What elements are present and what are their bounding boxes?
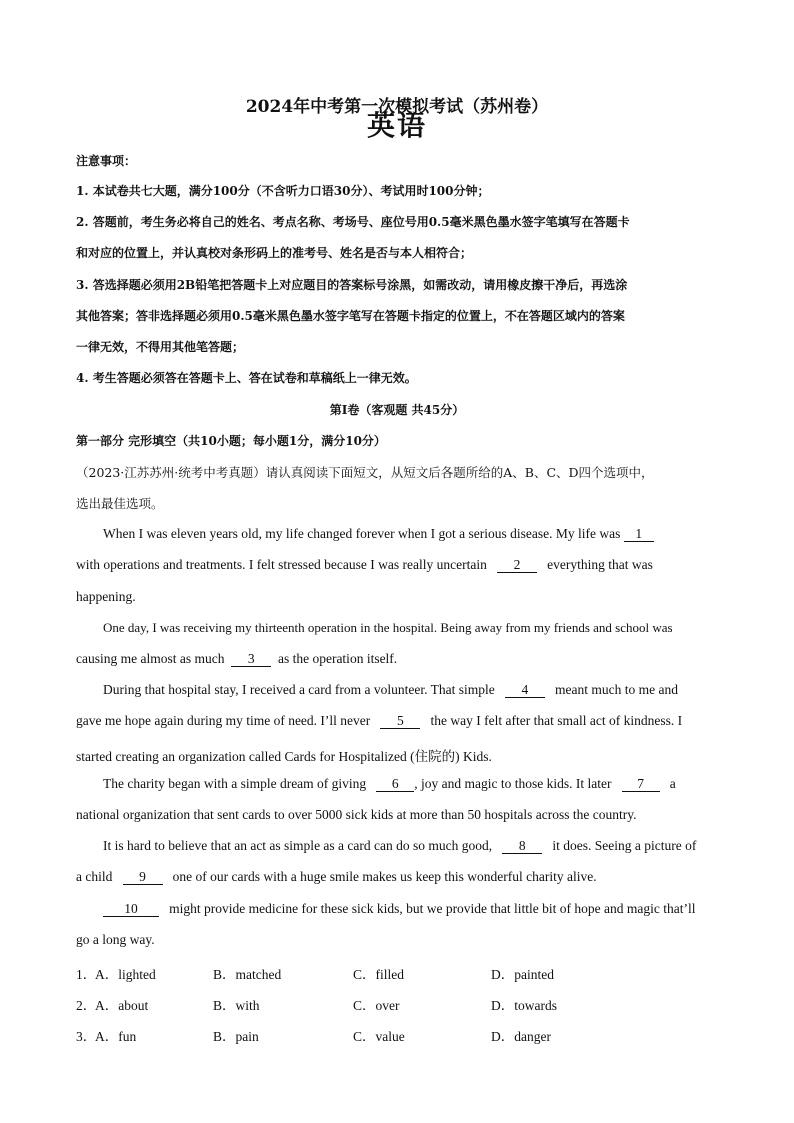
passage-line (103, 682, 678, 698)
passage-line: happening. (76, 589, 136, 604)
passage-line (103, 776, 676, 792)
passage-line (103, 838, 696, 854)
passage-text: During that hospital stay, I received a card from a volunteer. That simple (103, 682, 495, 697)
blank-6: 6 (376, 777, 414, 792)
passage-line: started creating an organization called Cards for Hospitalized (住院的) Kids. (76, 749, 492, 764)
passage-text: The charity began with a simple dream of giving (103, 776, 367, 791)
passage-line: go a long way. (76, 932, 155, 947)
option-d: D．towards (491, 998, 557, 1013)
option-a: A．about (95, 998, 149, 1013)
option-b: B．matched (213, 967, 282, 982)
passage-text: a child (76, 869, 113, 884)
passage-text: as the operation itself. (277, 651, 398, 666)
instruction-line-1: （2023·江苏苏州·统考中考真题）请认真阅读下面短文，从短文后各题所给的A、B、C、D四个选项中， (76, 465, 654, 480)
notes-heading: 注意事项： (76, 154, 137, 168)
blank-8: 8 (502, 839, 542, 854)
option-c: C．filled (353, 967, 404, 982)
passage-line (76, 869, 597, 885)
question-number: 2． (76, 998, 97, 1013)
note-3b: 其他答案；答非选择题必须用0.5毫米黑色墨水签字笔写在答题卡指定的位置上，不在答题区域内的答案 (76, 309, 625, 323)
passage-text: causing me almost as much (76, 651, 225, 666)
option-a: A．lighted (95, 967, 156, 982)
note-2b: 和对应的位置上，并认真校对条形码上的准考号、姓名是否与本人相符合； (76, 246, 473, 260)
option-d: D．danger (491, 1029, 551, 1044)
blank-3: 3 (231, 652, 271, 667)
question-number: 3． (76, 1029, 97, 1044)
blank-7: 7 (622, 777, 660, 792)
passage-text: It is hard to believe that an act as simple as a card can do so much good, (103, 838, 493, 853)
part1-heading: 第一部分 完形填空（共10小题；每小题1分，满分10分） (76, 434, 386, 448)
passage-line (103, 901, 696, 917)
passage-text: meant much to me and (555, 682, 678, 697)
passage-text: it does. Seeing a picture of (552, 838, 697, 853)
passage-text: everything that was (547, 557, 653, 572)
passage-line (103, 526, 654, 542)
passage-text: the way I felt after that small act of kindness. I (430, 713, 683, 728)
option-d: D．painted (491, 967, 554, 982)
passage-text: might provide medicine for these sick kids, but we provide that little bit of hope and magic that’ll (169, 901, 696, 916)
passage-text: gave me hope again during my time of need. I’ll never (76, 713, 371, 728)
note-1: 1. 本试卷共七大题，满分100分（不含听力口语30分）、考试用时100分钟； (76, 184, 490, 198)
blank-2: 2 (497, 558, 537, 573)
blank-4: 4 (505, 683, 545, 698)
passage-line (76, 713, 682, 729)
passage-text: with operations and treatments. I felt stressed because I was really uncertain (76, 557, 487, 572)
blank-1: 1 (624, 527, 654, 542)
passage-line: national organization that sent cards to over 5000 sick kids at more than 50 hospitals across the country. (76, 807, 637, 822)
passage-text: , joy and magic to those kids. It later (414, 776, 612, 791)
option-c: C．value (353, 1029, 405, 1044)
passage-text: When I was eleven years old, my life changed forever when I got a serious disease. My life was (103, 526, 621, 541)
volume-heading: 第Ⅰ卷（客观题 共45分） (329, 403, 465, 417)
option-a: A．fun (95, 1029, 137, 1044)
passage-line (76, 557, 653, 573)
blank-5: 5 (380, 714, 420, 729)
passage-line (76, 651, 397, 667)
option-b: B．pain (213, 1029, 259, 1044)
question-number: 1． (76, 967, 97, 982)
note-3c: 一律无效，不得用其他笔答题； (76, 340, 245, 354)
instruction-line-2: 选出最佳选项。 (76, 496, 164, 511)
passage-line: One day, I was receiving my thirteenth operation in the hospital. Being away from my friends and school was (103, 620, 673, 635)
exam-title: 2024年中考第一次模拟考试（苏州卷） (245, 97, 549, 117)
option-b: B．with (213, 998, 260, 1013)
note-2a: 2. 答题前，考生务必将自己的姓名、考点名称、考场号、座位号用0.5毫米黑色墨水签字笔填写在答题卡 (76, 215, 630, 229)
passage-text: a (669, 776, 676, 791)
note-3a: 3. 答选择题必须用2B铅笔把答题卡上对应题目的答案标号涂黑，如需改动，请用橡皮擦干净后，再选涂 (76, 278, 628, 292)
subject-title: 英语 (366, 109, 427, 142)
note-4: 4. 考生答题必须答在答题卡上、答在试卷和草稿纸上一律无效。 (76, 371, 417, 385)
blank-9: 9 (123, 870, 163, 885)
option-c: C．over (353, 998, 400, 1013)
blank-10: 10 (103, 902, 159, 917)
passage-text: one of our cards with a huge smile makes us keep this wonderful charity alive. (172, 869, 597, 884)
